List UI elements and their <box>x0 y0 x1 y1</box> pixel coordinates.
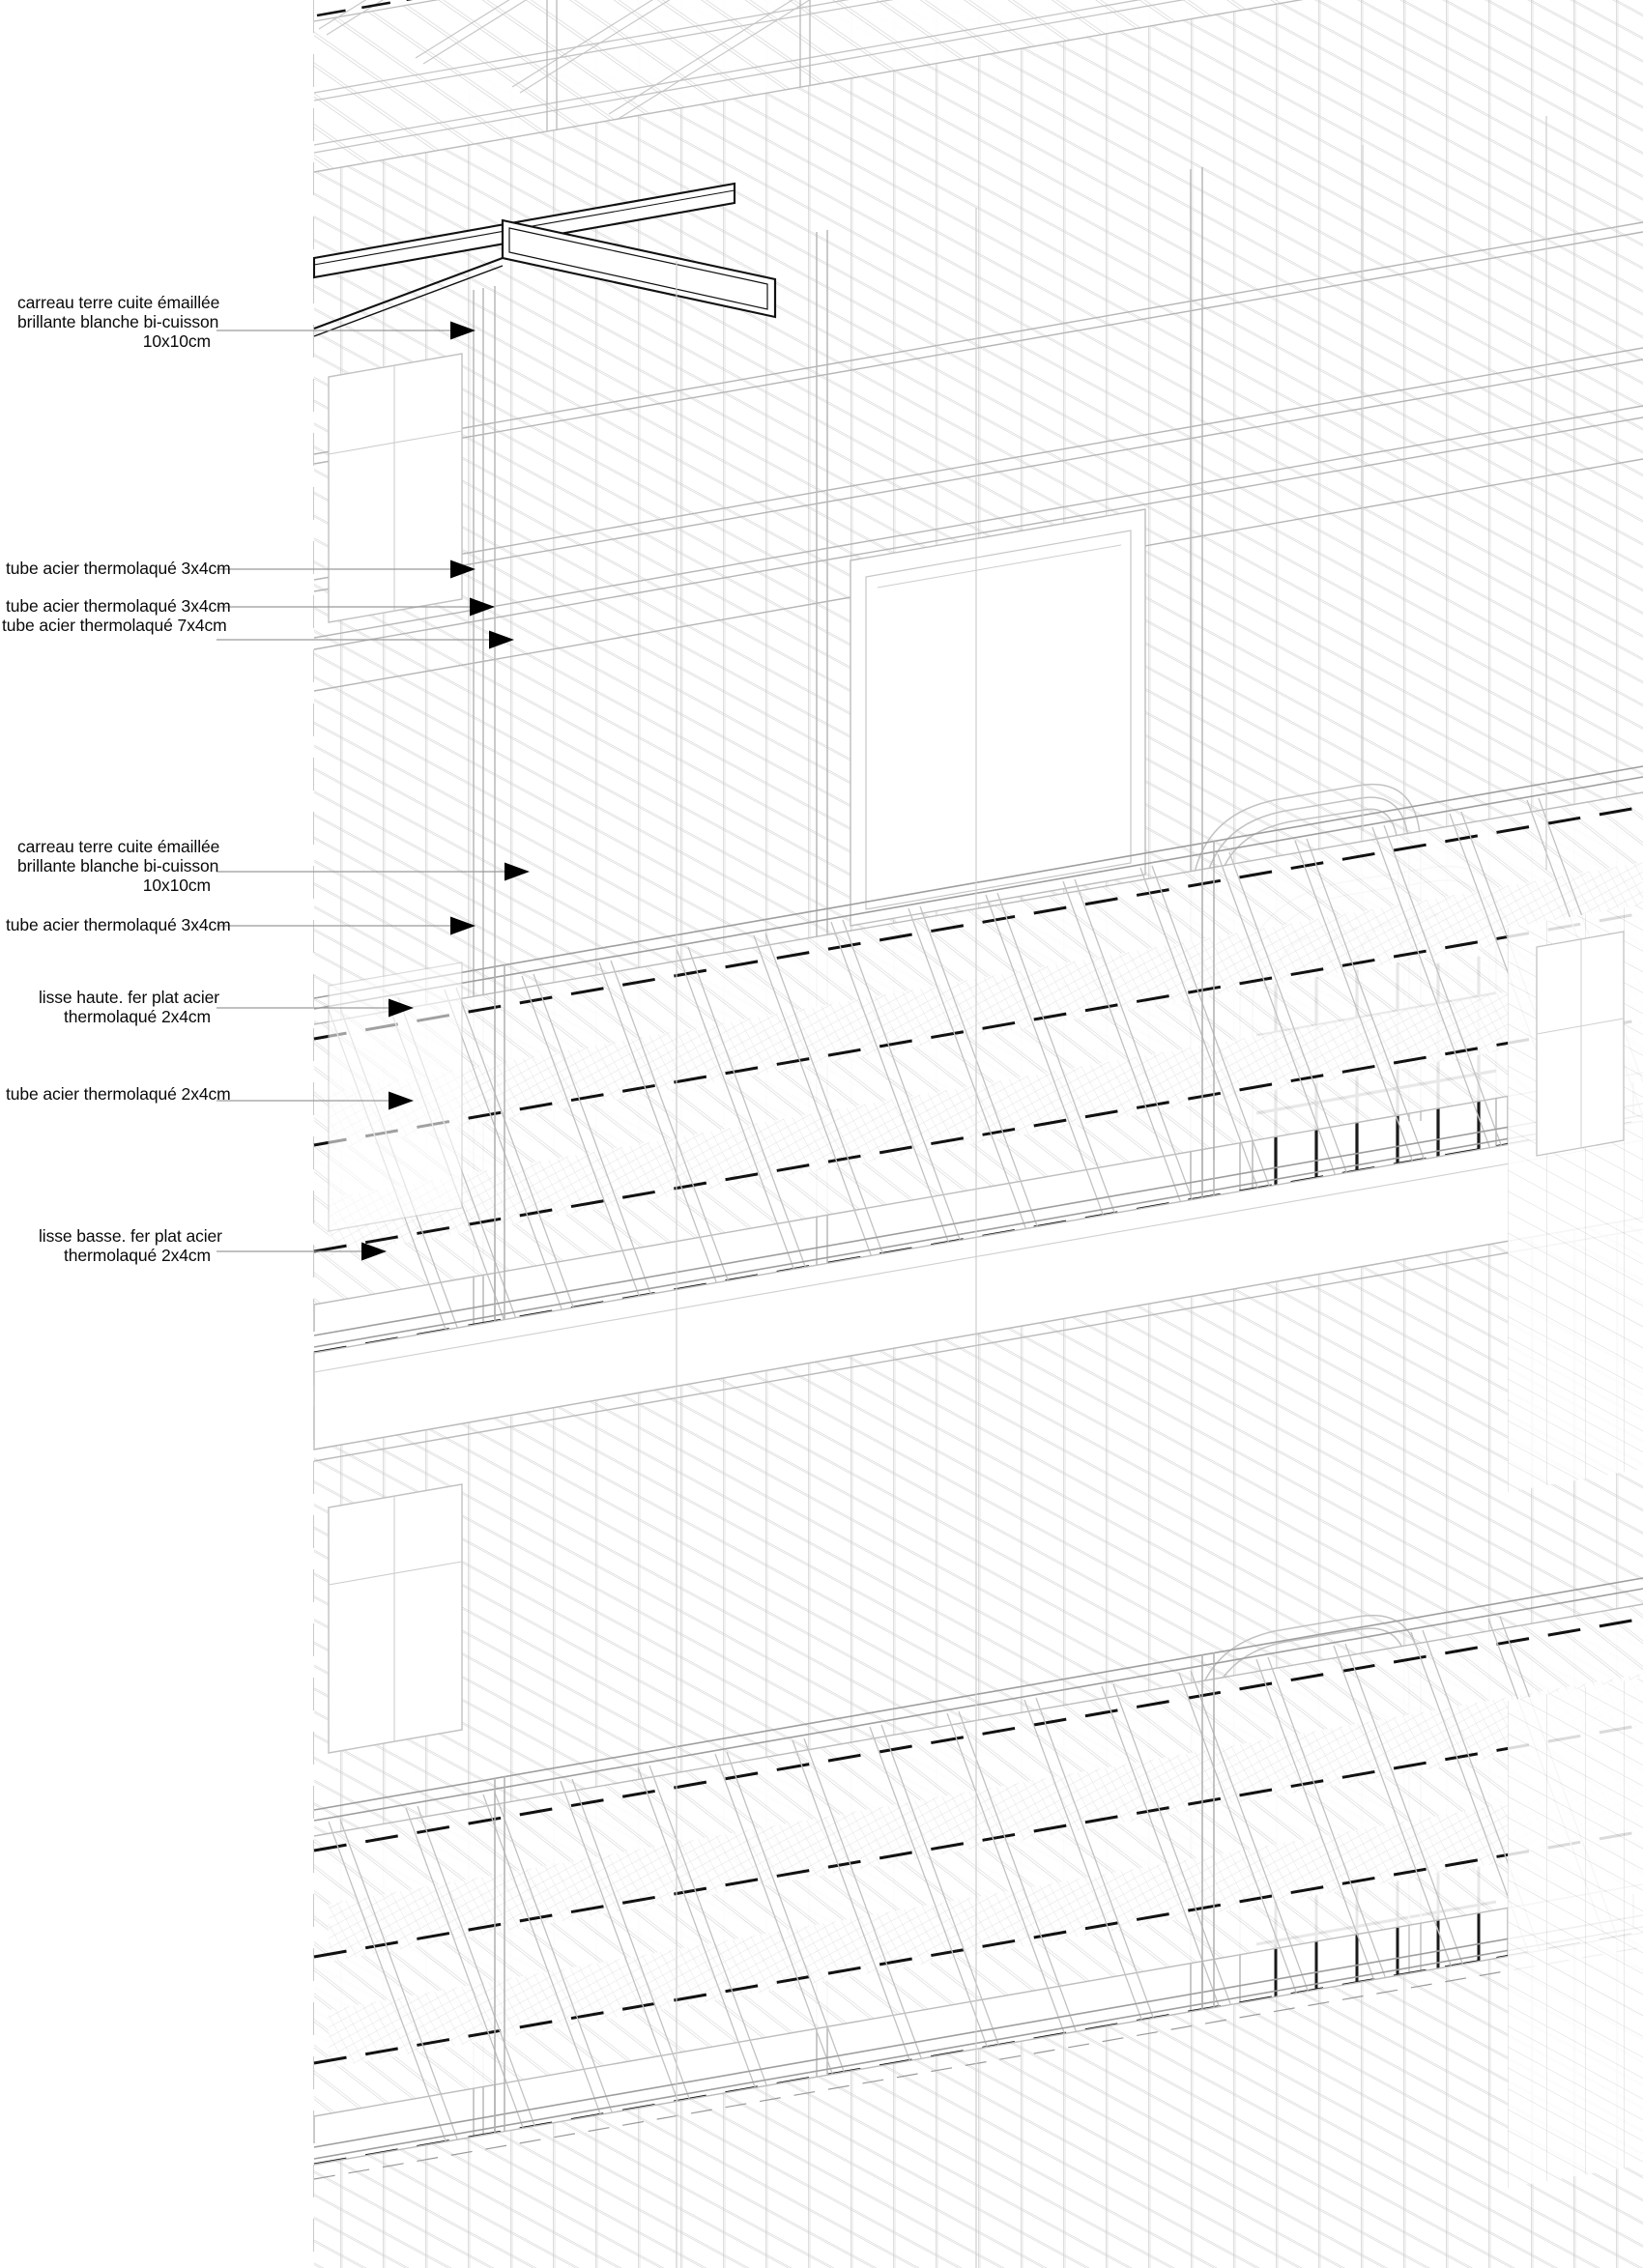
window-panel-upper-left <box>329 354 462 622</box>
window-panel-centre <box>850 509 1145 926</box>
annotation-label <box>6 596 231 616</box>
annotation-label <box>39 988 219 1026</box>
annotation-label <box>17 837 220 895</box>
annotation-label-line: brillante blanche bi-cuisson <box>17 856 219 876</box>
annotation-label <box>17 293 220 351</box>
annotation-label <box>6 559 231 578</box>
annotation-label-line: thermolaqué 2x4cm <box>64 1246 211 1265</box>
annotation-label <box>6 1084 231 1104</box>
annotation-label-line: tube acier thermolaqué 7x4cm <box>2 616 227 635</box>
annotation-label-line: tube acier thermolaqué 3x4cm <box>6 559 231 578</box>
annotation-label <box>6 915 231 934</box>
side-window-right <box>1537 932 1624 1156</box>
annotation-label <box>2 616 227 635</box>
annotation-label <box>39 1226 222 1265</box>
annotation-label-line: 10x10cm <box>142 876 211 895</box>
annotation-label-line: 10x10cm <box>142 331 211 351</box>
window-panel-lower-left <box>329 1484 462 1753</box>
annotation-label-line: brillante blanche bi-cuisson <box>17 312 219 331</box>
annotation-label-line: lisse haute. fer plat acier <box>39 988 219 1007</box>
annotation-label-line: lisse basse. fer plat acier <box>39 1226 222 1246</box>
annotation-label-line: tube acier thermolaqué 3x4cm <box>6 596 231 616</box>
annotation-label-line: tube acier thermolaqué 2x4cm <box>6 1084 231 1104</box>
annotation-label-line: thermolaqué 2x4cm <box>64 1007 211 1026</box>
annotation-label-line: carreau terre cuite émaillée <box>17 837 220 856</box>
annotation-label-line: tube acier thermolaqué 3x4cm <box>6 915 231 934</box>
annotation-label-line: carreau terre cuite émaillée <box>17 293 220 312</box>
